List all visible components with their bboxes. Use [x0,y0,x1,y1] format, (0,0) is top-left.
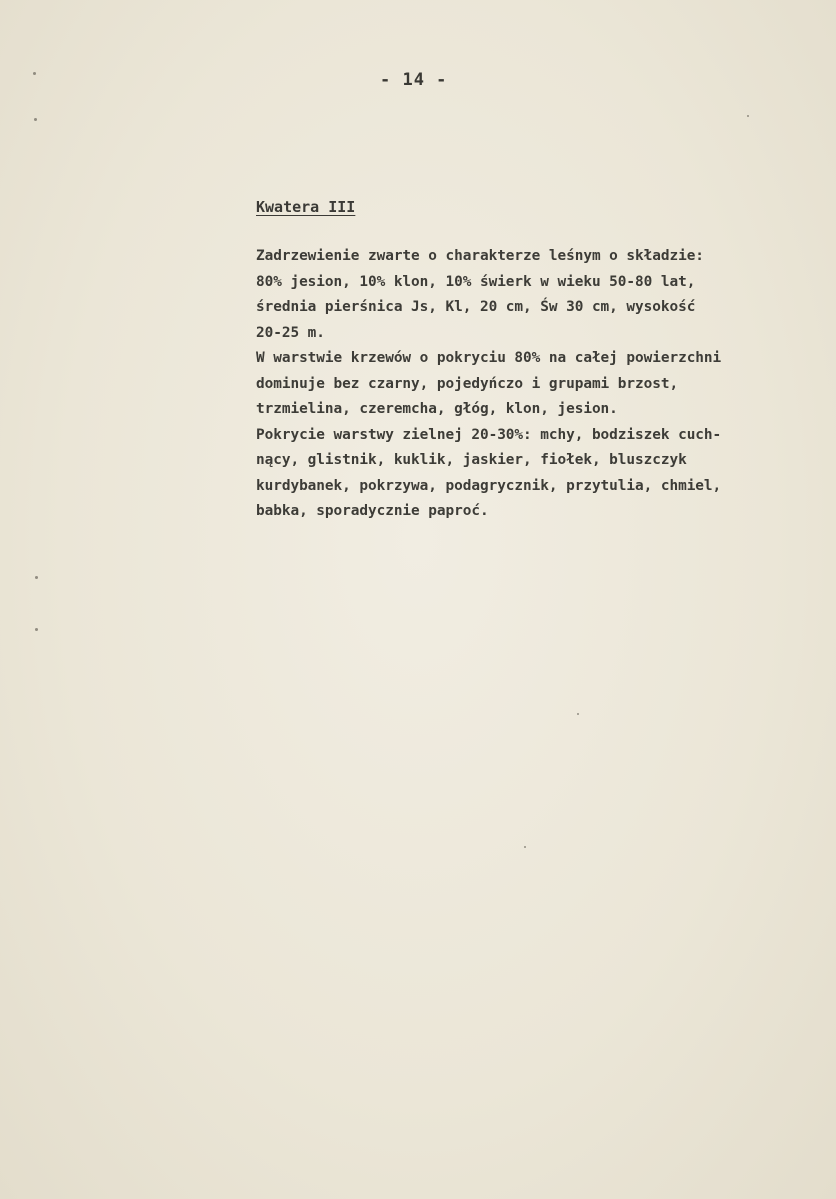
text-line: 80% jesion, 10% klon, 10% świerk w wieku 50-80 lat, [256,273,696,290]
paper-speck [524,846,526,848]
text-line: kurdybanek, pokrzywa, podagrycznik, przytulia, chmiel, [256,477,722,494]
text-line: średnia pierśnica Js, Kl, 20 cm, Św 30 cm, wysokość [256,299,696,315]
text-line: Zadrzewienie zwarte o charakterze leśnym o składzie: [256,248,704,264]
paper-speck [747,115,749,117]
paper-speck [35,576,38,579]
section-heading: Kwatera III [256,198,356,216]
paper-speck [577,713,579,715]
paper-speck [35,628,38,631]
text-line: dominuje bez czarny, pojedyńczo i grupami brzost, [256,375,679,392]
text-line: babka, sporadycznie paproć. [256,503,489,519]
body-paragraph [256,244,826,525]
paper-speck [33,72,36,75]
text-line: 20-25 m. [256,324,325,341]
text-line: nący, glistnik, kuklik, jaskier, fiołek, bluszczyk [256,452,687,468]
text-line: W warstwie krzewów o pokryciu 80% na całej powierzchni [256,350,722,366]
paper-speck [34,118,37,121]
text-line: trzmielina, czeremcha, głóg, klon, jesion. [256,401,618,417]
page-number: - 14 - [380,70,448,90]
text-line: Pokrycie warstwy zielnej 20-30%: mchy, bodziszek cuch- [256,426,722,443]
